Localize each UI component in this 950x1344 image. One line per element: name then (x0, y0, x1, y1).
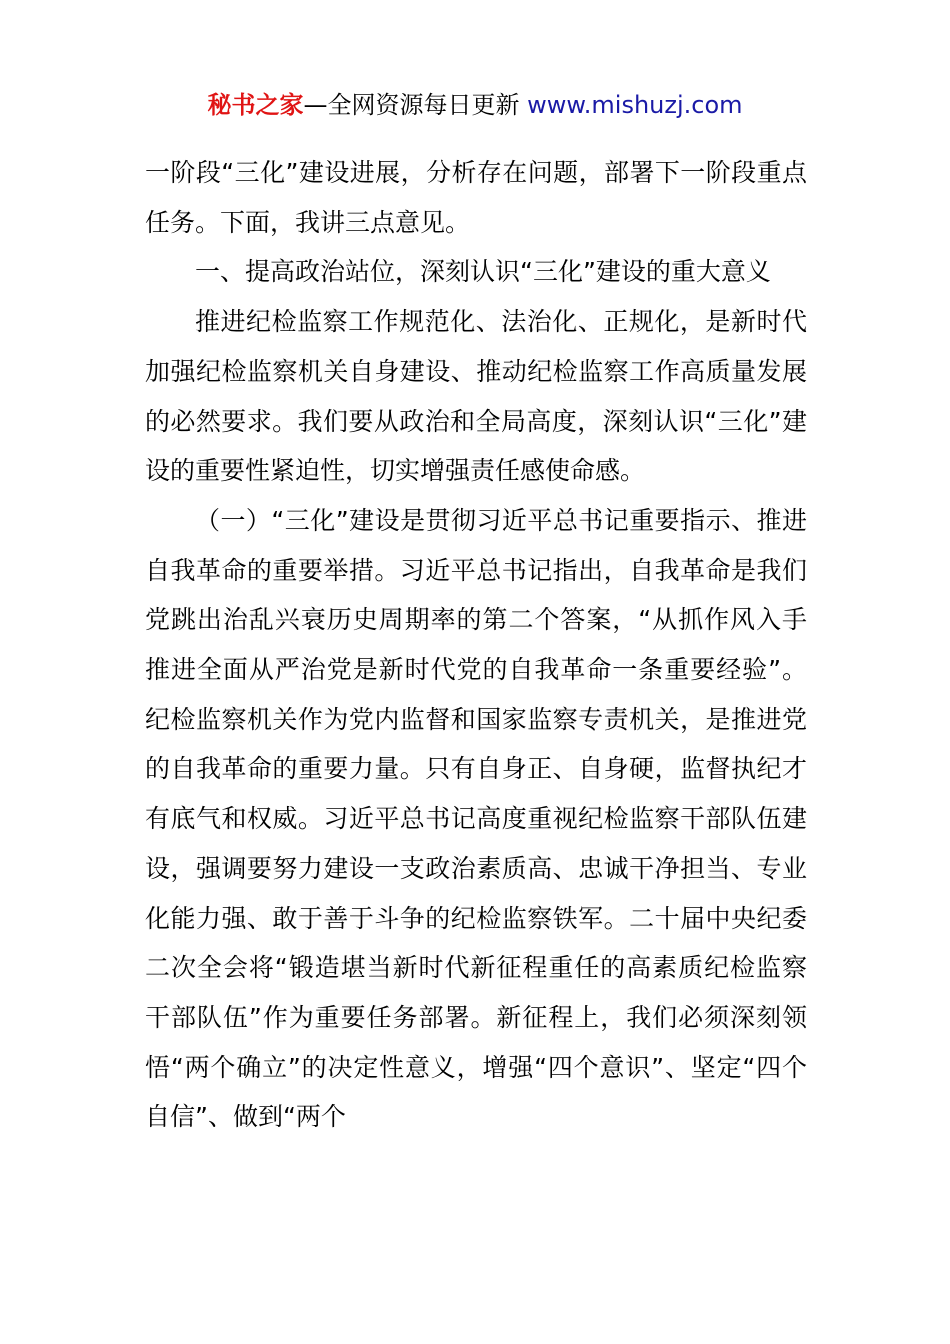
paragraph-subpoint-1: （一）“三化”建设是贯彻习近平总书记重要指示、推进自我革命的重要举措。习近平总书记指出，自我革命是我们党跳出治乱兴衰历史周期率的第二个答案，“从抓作风入手推进全面从严治党是新时代党的自我革命一条重要经验”。纪检监察机关作为党内监督和国家监察专责机关，是推进党的自我革命的重要力量。只有自身正、自身硬，监督执纪才有底气和权威。习近平总书记高度重视纪检监察干部队伍建设，强调要努力建设一支政治素质高、忠诚干净担当、专业化能力强、敢于善于斗争的纪检监察铁军。二十届中央纪委二次全会将“锻造堪当新时代新征程重任的高素质纪检监察干部队伍”作为重要任务部署。新征程上，我们必须深刻领悟“两个确立”的决定性意义，增强“四个意识”、坚定“四个自信”、做到“两个 (145, 505, 807, 1132)
site-brand: 秘书之家 (207, 91, 304, 119)
site-url-link[interactable]: www.mishuzj.com (527, 91, 743, 119)
document-body (145, 148, 807, 1142)
site-tagline: —全网资源每日更新 (303, 91, 528, 119)
paragraph-continuation: 一阶段“三化”建设进展，分析存在问题，部署下一阶段重点任务。下面，我讲三点意见。 (145, 158, 807, 237)
paragraph-intro: 推进纪检监察工作规范化、法治化、正规化，是新时代加强纪检监察机关自身建设、推动纪检监察工作高质量发展的必然要求。我们要从政治和全局高度，深刻认识“三化”建设的重要性紧迫性，切实增强责任感使命感。 (145, 307, 807, 486)
section-heading-1: 一、提高政治站位，深刻认识“三化”建设的重大意义 (195, 257, 771, 287)
site-header (0, 88, 950, 122)
